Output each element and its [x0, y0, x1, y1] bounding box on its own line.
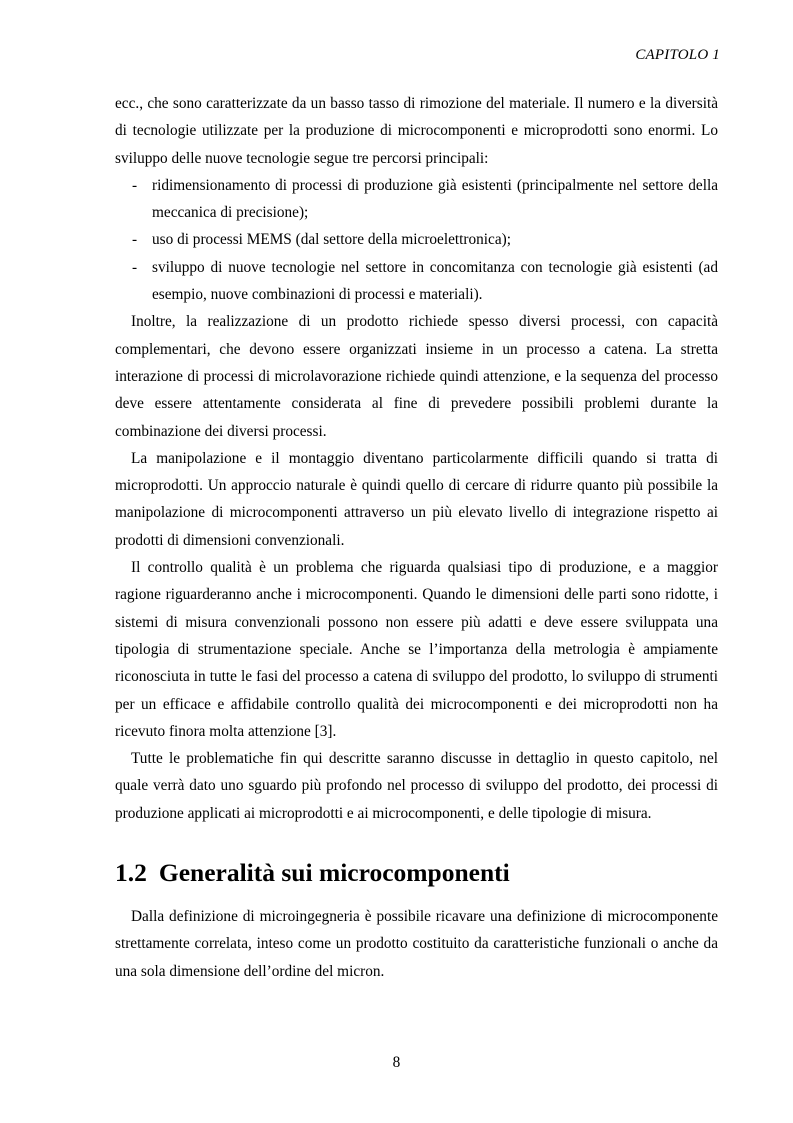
paragraph-quality-control: Il controllo qualità è un problema che riguarda qualsiasi tipo di produzione, e a maggior ragione riguarderanno anche i microcomponenti. Quando le dimensioni delle parti sono ridotte, i sistemi di misura convenzionali possono non essere più adatti e deve essere sviluppata una tipologia di strumentazione speciale. Anche se l’importanza della metrologia è ampiamente riconosciuta in tutte le fasi del processo a catena di sviluppo del prodotto, lo sviluppo di strumenti per un efficace e affidabile controllo qualità dei microcomponenti e dei microprodotti non ha ricevuto finora molta attenzione [3].	[115, 559, 718, 740]
technology-paths-list	[115, 172, 718, 308]
list-item: - ridimensionamento di processi di produzione già esistenti (principalmente nel settore della meccanica di precisione);	[115, 172, 718, 227]
paragraph-chapter-outline: Tutte le problematiche fin qui descritte saranno discusse in dettaglio in questo capitolo, nel quale verrà dato uno sguardo più profondo nel processo di sviluppo del prodotto, dei processi di produzione applicati ai microprodotti e ai microcomponenti, e delle tipologie di misura.	[115, 750, 718, 822]
section-number: 1.2	[115, 858, 147, 888]
paragraph-assembly: La manipolazione e il montaggio diventano particolarmente difficili quando si tratta di microprodotti. Un approccio naturale è quindi quello di cercare di ridurre quanto più possibile la manipolazione di microcomponenti attraverso un più elevato livello di integrazione rispetto ai prodotti di dimensioni convenzionali.	[115, 449, 718, 549]
paragraph-microcomponent-definition: Dalla definizione di microingegneria è possibile ricavare una definizione di microcomponente strettamente correlata, inteso come un prodotto costituito da caratteristiche funzionali o anche da una sola dimensione dell’ordine del micron.	[115, 908, 718, 980]
running-header: CAPITOLO 1	[635, 47, 720, 63]
paragraph-continuation: ecc., che sono caratterizzate da un basso tasso di rimozione del materiale. Il numero e la diversità di tecnologie utilizzate per la produzione di microcomponenti e microprodotti sono enormi. Lo sviluppo delle nuove tecnologie segue tre percorsi principali:	[115, 95, 718, 167]
section-title: Generalità sui microcomponenti	[158, 858, 510, 888]
section-heading	[115, 857, 718, 889]
page-body	[115, 90, 718, 985]
paragraph-process-chain: Inoltre, la realizzazione di un prodotto richiede spesso diversi processi, con capacità complementari, che devono essere organizzati insieme in un processo a catena. La stretta interazione di processi di microlavorazione richiede quindi attenzione, e la sequenza del processo deve essere attentamente considerata al fine di prevedere possibili problemi durante la combinazione dei diversi processi.	[115, 313, 718, 440]
list-item: - sviluppo di nuove tecnologie nel settore in concomitanza con tecnologie già esistenti (ad esempio, nuove combinazioni di processi e materiali).	[115, 254, 718, 309]
page-number: 8	[392, 1054, 401, 1071]
list-item: - uso di processi MEMS (dal settore della microelettronica);	[115, 226, 718, 253]
